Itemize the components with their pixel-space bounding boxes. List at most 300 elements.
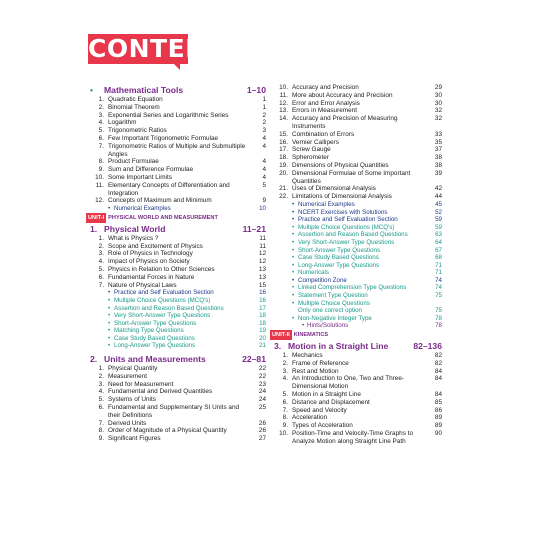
entry-number: 10. xyxy=(279,430,288,438)
entry-title: Few Important Trigonometric Formulae xyxy=(108,134,219,142)
entry-number: 13. xyxy=(279,107,288,115)
chapter-number: 2. xyxy=(90,354,98,365)
bullet-icon: • xyxy=(108,334,111,342)
entry-page: 4 xyxy=(262,166,266,174)
subentry-title: Multiple Choice Questions (MCQ's) xyxy=(114,296,211,304)
toc-entry[interactable] xyxy=(270,154,442,162)
unit-title: KINEMATICS xyxy=(293,332,329,339)
entry-title: Exponential Series and Logarithmic Series xyxy=(108,111,229,119)
entry-page: 90 xyxy=(434,430,442,438)
entry-number: 6. xyxy=(98,134,104,142)
subentry-title: Competition Zone xyxy=(298,276,347,284)
entry-title: Fundamental Forces in Nature xyxy=(108,273,195,281)
subentry-page: 78 xyxy=(435,314,442,322)
entry-number: 8. xyxy=(98,158,104,166)
toc-entry[interactable] xyxy=(270,430,442,446)
bullet-icon: • xyxy=(292,231,295,239)
subentry-title: Case Study Based Questions xyxy=(298,254,379,262)
toc-subentry[interactable] xyxy=(270,209,442,217)
subentry-title: NCERT Exercises with Solutions xyxy=(298,208,388,216)
entry-title: Dimensional Formulae of Some Important Quantities xyxy=(292,169,411,185)
toc-right-column xyxy=(270,84,442,446)
entry-number: 2. xyxy=(282,359,288,367)
subentry-title: Non-Negative Integer Type xyxy=(298,314,372,322)
entry-page: 27 xyxy=(258,435,266,443)
entry-number: 2. xyxy=(98,103,104,111)
bullet-icon: • xyxy=(292,292,295,300)
toc-entry[interactable] xyxy=(86,250,266,258)
entry-title: Physics in Relation to Other Sciences xyxy=(108,265,215,273)
entry-number: 1. xyxy=(282,352,288,360)
page-title: CONTENTS xyxy=(88,34,243,63)
contents-banner xyxy=(88,34,243,70)
entry-number: 3. xyxy=(282,367,288,375)
toc-entry[interactable] xyxy=(86,174,266,182)
entry-number: 5. xyxy=(98,265,104,273)
chapter-pages: 82–136 xyxy=(413,341,442,352)
bullet-icon: • xyxy=(108,296,111,304)
entry-title: Mechanics xyxy=(292,352,323,360)
entry-title: More about Accuracy and Precision xyxy=(292,91,393,99)
toc-entry[interactable] xyxy=(270,391,442,399)
entry-page: 84 xyxy=(434,375,442,383)
bullet-icon: • xyxy=(108,312,111,320)
bullet-icon: • xyxy=(292,314,295,322)
entry-number: 10. xyxy=(95,173,104,181)
entry-page: 1 xyxy=(262,103,266,111)
chapter-heading[interactable] xyxy=(270,340,442,352)
toc-entry[interactable] xyxy=(86,127,266,135)
entry-page: 82 xyxy=(434,359,442,367)
bullet-icon: • xyxy=(292,238,295,246)
entry-title: Order of Magnitude of a Physical Quantity xyxy=(108,427,227,435)
entry-number: 7. xyxy=(98,281,104,289)
entry-title: Accuracy and Precision of Measuring Instruments xyxy=(292,115,398,130)
subentry-page: 45 xyxy=(435,200,442,208)
toc-entry[interactable] xyxy=(270,360,442,368)
entry-page: 38 xyxy=(434,154,442,162)
toc-entry[interactable] xyxy=(86,197,266,205)
toc-subentry[interactable] xyxy=(270,292,442,300)
toc-subentry[interactable] xyxy=(86,297,266,305)
entry-page: 13 xyxy=(258,265,266,273)
entry-number: 11. xyxy=(95,181,104,189)
toc-subentry[interactable] xyxy=(86,289,266,297)
entry-number: 5. xyxy=(282,391,288,399)
entry-title: Position-Time and Velocity-Time Graphs to Analyze Motion along Straight Line Path xyxy=(292,430,413,445)
entry-title: Combination of Errors xyxy=(292,130,355,138)
toc-subentry[interactable] xyxy=(270,277,442,285)
entry-title: Rest and Motion xyxy=(292,367,339,375)
entry-title: Derived Units xyxy=(108,419,147,427)
entry-title: Spherometer xyxy=(292,154,329,162)
entry-title: Fundamental and Derived Quantities xyxy=(108,388,213,396)
bullet-icon: • xyxy=(108,304,111,312)
entry-number: 7. xyxy=(98,419,104,427)
toc-subentry[interactable] xyxy=(270,300,442,308)
entry-number: 9. xyxy=(282,422,288,430)
entry-number: 12. xyxy=(95,197,104,205)
entry-page: 22 xyxy=(258,372,266,380)
toc-entry[interactable] xyxy=(86,282,266,290)
entry-page: 9 xyxy=(262,197,266,205)
entry-number: 1. xyxy=(98,234,104,242)
toc-entry[interactable] xyxy=(270,139,442,147)
entry-title: Nature of Physical Laws xyxy=(108,281,177,289)
toc-entry[interactable] xyxy=(270,100,442,108)
subentry-title: Assertion and Reason Based Questions xyxy=(298,231,408,239)
entry-title: Errors in Measurement xyxy=(292,107,357,115)
entry-page: 39 xyxy=(434,169,442,177)
entry-page: 11 xyxy=(259,234,266,242)
subentry-title: Case Study Based Questions xyxy=(114,334,195,342)
toc-entry[interactable] xyxy=(270,407,442,415)
bullet-icon: • xyxy=(108,342,111,350)
chapter-title: Motion in a Straight Line xyxy=(288,341,389,352)
entry-number: 4. xyxy=(98,258,104,266)
unit-heading xyxy=(270,330,442,340)
toc-subentry[interactable] xyxy=(270,322,442,330)
subentry-page: 18 xyxy=(259,312,266,320)
entry-title: Some Important Limits xyxy=(108,173,172,181)
toc-entry[interactable] xyxy=(86,266,266,274)
entry-page: 4 xyxy=(262,158,266,166)
entry-title: Speed and Velocity xyxy=(292,406,347,414)
subentry-page: 10 xyxy=(259,205,266,213)
chapter-number: • xyxy=(90,85,94,95)
bullet-icon: • xyxy=(108,205,111,213)
subentry-title: Statement Type Question xyxy=(298,292,368,300)
bullet-icon: • xyxy=(292,299,295,307)
toc-subentry[interactable] xyxy=(270,224,442,232)
entry-number: 19. xyxy=(279,161,288,169)
entry-page: 13 xyxy=(258,273,266,281)
chapter-heading[interactable] xyxy=(86,84,266,96)
toc-entry[interactable] xyxy=(270,84,442,92)
bullet-icon: • xyxy=(292,284,295,292)
subentry-page: 17 xyxy=(259,304,266,312)
entry-page: 29 xyxy=(434,84,442,91)
toc-entry[interactable] xyxy=(270,375,442,391)
entry-page: 86 xyxy=(434,406,442,414)
entry-page: 84 xyxy=(434,367,442,375)
toc-entry[interactable] xyxy=(86,243,266,251)
entry-number: 1. xyxy=(98,365,104,373)
entry-page: 2 xyxy=(262,119,266,127)
subentry-page: 67 xyxy=(435,246,442,254)
toc-subentry[interactable] xyxy=(270,307,442,315)
toc-entry[interactable] xyxy=(270,92,442,100)
subentry-page: 71 xyxy=(435,269,442,277)
entry-number: 3. xyxy=(98,380,104,388)
subentry-title: Long-Answer Type Questions xyxy=(298,261,380,269)
entry-title: Fundamental and Supplementary SI Units and their Definitions xyxy=(108,404,240,419)
toc-entry[interactable] xyxy=(86,104,266,112)
bullet-icon: • xyxy=(292,208,295,216)
subentry-page: 63 xyxy=(435,231,442,239)
entry-number: 6. xyxy=(98,273,104,281)
entry-page: 25 xyxy=(258,404,266,412)
toc-subentry[interactable] xyxy=(86,320,266,328)
subentry-page: 20 xyxy=(259,334,266,342)
entry-page: 30 xyxy=(434,91,442,99)
bullet-icon: • xyxy=(108,327,111,335)
subentry-title: Linked Comprehension Type Questions xyxy=(298,284,407,292)
toc-entry[interactable] xyxy=(86,396,266,404)
entry-title: Concepts of Maximum and Minimum xyxy=(108,197,212,205)
entry-title: Need for Measurement xyxy=(108,380,174,388)
subentry-title: Numerical Examples xyxy=(114,205,171,213)
entry-page: 12 xyxy=(258,258,266,266)
subentry-page: 19 xyxy=(259,327,266,335)
entry-number: 5. xyxy=(98,396,104,404)
entry-title: Role of Physics in Technology xyxy=(108,250,193,258)
entry-page: 89 xyxy=(434,414,442,422)
chapter-number: 3. xyxy=(274,341,282,352)
toc-entry[interactable] xyxy=(86,166,266,174)
toc-entry[interactable] xyxy=(86,420,266,428)
bullet-icon: • xyxy=(292,276,295,284)
subentry-title: Multiple Choice Questions xyxy=(298,299,370,307)
chapter-pages: 22–81 xyxy=(242,354,266,365)
bullet-icon: • xyxy=(292,261,295,269)
entry-number: 2. xyxy=(98,372,104,380)
entry-page: 26 xyxy=(258,427,266,435)
toc-entry[interactable] xyxy=(270,193,442,201)
subentry-title: Short-Answer Type Questions xyxy=(114,319,197,327)
entry-number: 16. xyxy=(279,138,288,146)
entry-number: 7. xyxy=(282,406,288,414)
entry-title: Accuracy and Precision xyxy=(292,84,359,91)
entry-number: 4. xyxy=(98,119,104,127)
toc-entry[interactable] xyxy=(86,404,266,420)
subentry-title: Only one correct option xyxy=(298,307,362,315)
toc-entry[interactable] xyxy=(270,115,442,131)
chapter-heading[interactable] xyxy=(86,223,266,235)
subentry-page: 75 xyxy=(435,307,442,315)
toc-entry[interactable] xyxy=(86,258,266,266)
subentry-page: 64 xyxy=(435,238,442,246)
chapter-pages: 1–10 xyxy=(246,85,266,95)
toc-entry[interactable] xyxy=(86,119,266,127)
entry-title: Trigonometric Ratios xyxy=(108,127,167,135)
toc-subentry[interactable] xyxy=(270,239,442,247)
chapter-title: Mathematical Tools xyxy=(104,85,184,95)
subentry-page: 18 xyxy=(259,319,266,327)
subentry-page: 75 xyxy=(435,292,442,300)
entry-page: 38 xyxy=(434,161,442,169)
toc-entry[interactable] xyxy=(270,146,442,154)
entry-title: Physical Quantity xyxy=(108,365,158,373)
toc-subentry[interactable] xyxy=(270,231,442,239)
subentry-page: 78 xyxy=(435,322,442,330)
entry-number: 6. xyxy=(98,404,104,412)
entry-title: Significant Figures xyxy=(108,435,161,443)
toc-entry[interactable] xyxy=(270,414,442,422)
entry-title: Trigonometric Ratios of Multiple and Submultiple Angles xyxy=(108,142,246,158)
toc-subentry[interactable] xyxy=(86,305,266,313)
toc-subentry[interactable] xyxy=(86,342,266,350)
entry-number: 7. xyxy=(98,142,104,150)
toc-entry[interactable] xyxy=(86,112,266,120)
subentry-page: 74 xyxy=(435,284,442,292)
toc-entry[interactable] xyxy=(270,107,442,115)
toc-subentry[interactable] xyxy=(86,327,266,335)
bullet-icon: • xyxy=(302,322,305,330)
toc-entry[interactable] xyxy=(270,162,442,170)
toc-entry[interactable] xyxy=(86,158,266,166)
bullet-icon: • xyxy=(292,216,295,224)
subentry-title: Very Short-Answer Type Questions xyxy=(114,312,211,320)
toc-entry[interactable] xyxy=(86,427,266,435)
entry-number: 3. xyxy=(98,250,104,258)
subentry-page: 74 xyxy=(435,276,442,284)
toc-entry[interactable] xyxy=(270,170,442,186)
entry-number: 4. xyxy=(98,388,104,396)
toc-subentry[interactable] xyxy=(270,201,442,209)
toc-entry[interactable] xyxy=(86,381,266,389)
entry-number: 3. xyxy=(98,111,104,119)
toc-entry[interactable] xyxy=(270,185,442,193)
subentry-title: Long-Answer Type Questions xyxy=(114,342,196,350)
entry-page: 5 xyxy=(262,181,266,189)
chapter-number: 1. xyxy=(90,223,98,234)
subentry-title: Very Short-Answer Type Questions xyxy=(298,238,395,246)
entry-page: 22 xyxy=(258,365,266,373)
entry-page: 30 xyxy=(434,99,442,107)
entry-number: 10. xyxy=(279,84,288,91)
entry-title: Elementary Concepts of Differentiation and Integration xyxy=(108,181,230,197)
entry-page: 85 xyxy=(434,398,442,406)
entry-title: Scope and Excitement of Physics xyxy=(108,242,203,250)
toc-subentry[interactable] xyxy=(86,312,266,320)
unit-title: PHYSICAL WORLD AND MEASUREMENT xyxy=(108,214,218,221)
entry-number: 4. xyxy=(282,375,288,383)
bullet-icon: • xyxy=(292,223,295,231)
entry-number: 11. xyxy=(279,91,288,99)
entry-number: 15. xyxy=(279,130,288,138)
subentry-title: Numerical Examples xyxy=(298,200,355,208)
entry-page: 82 xyxy=(434,352,442,360)
subentry-title: Numericals xyxy=(298,269,329,277)
chapter-heading[interactable] xyxy=(86,353,266,365)
entry-title: Measurement xyxy=(108,372,148,380)
entry-number: 20. xyxy=(279,169,288,177)
entry-page: 3 xyxy=(262,127,266,135)
toc-entry[interactable] xyxy=(86,96,266,104)
subentry-page: 16 xyxy=(259,296,266,304)
toc-entry[interactable] xyxy=(86,373,266,381)
entry-page: 24 xyxy=(258,396,266,404)
toc-subentry[interactable] xyxy=(270,254,442,262)
entry-number: 9. xyxy=(98,166,104,174)
subentry-title: Matching Type Questions xyxy=(114,327,184,335)
entry-title: An Introduction to One, Two and Three-Dimensional Motion xyxy=(292,375,405,391)
toc-subentry[interactable] xyxy=(86,205,266,213)
entry-page: 44 xyxy=(434,193,442,201)
entry-number: 8. xyxy=(98,427,104,435)
toc-entry[interactable] xyxy=(86,143,266,159)
entry-title: Sum and Difference Formulae xyxy=(108,166,194,174)
subentry-title: Practice and Self Evaluation Section xyxy=(114,289,214,297)
bullet-icon: • xyxy=(292,269,295,277)
entry-title: Systems of Units xyxy=(108,396,156,404)
toc-entry[interactable] xyxy=(86,274,266,282)
entry-page: 32 xyxy=(434,115,442,123)
entry-number: 18. xyxy=(279,154,288,162)
toc-entry[interactable] xyxy=(270,368,442,376)
entry-title: Distance and Displacement xyxy=(292,398,370,406)
toc-entry[interactable] xyxy=(86,388,266,396)
subentry-page: 59 xyxy=(435,223,442,231)
entry-page: 4 xyxy=(262,173,266,181)
entry-number: 5. xyxy=(98,127,104,135)
entry-page: 84 xyxy=(434,391,442,399)
entry-page: 2 xyxy=(262,111,266,119)
toc-left-column xyxy=(86,84,266,443)
toc-entry[interactable] xyxy=(86,365,266,373)
toc-subentry[interactable] xyxy=(270,269,442,277)
bullet-icon: • xyxy=(292,200,295,208)
chapter-pages: 11–21 xyxy=(242,223,266,234)
entry-title: Quadratic Equation xyxy=(108,96,163,103)
entry-title: Limitations of Dimensional Analysis xyxy=(292,193,392,201)
toc-subentry[interactable] xyxy=(270,247,442,255)
toc-entry[interactable] xyxy=(86,182,266,198)
entry-number: 21. xyxy=(279,185,288,193)
unit-heading xyxy=(86,213,266,223)
toc-entry[interactable] xyxy=(270,131,442,139)
subentry-title: Practice and Self Evaluation Section xyxy=(298,216,398,224)
entry-page: 32 xyxy=(434,107,442,115)
entry-page: 89 xyxy=(434,422,442,430)
toc-entry[interactable] xyxy=(86,435,266,443)
entry-page: 4 xyxy=(262,134,266,142)
subentry-title: Assertion and Reason Based Questions xyxy=(114,304,224,312)
entry-title: Screw Gauge xyxy=(292,146,331,154)
toc-subentry[interactable] xyxy=(86,335,266,343)
entry-title: Vernier Callipers xyxy=(292,138,339,146)
toc-subentry[interactable] xyxy=(270,216,442,224)
toc-entry[interactable] xyxy=(270,399,442,407)
banner-tail xyxy=(172,62,180,70)
toc-subentry[interactable] xyxy=(270,315,442,323)
toc-entry[interactable] xyxy=(86,235,266,243)
entry-page: 4 xyxy=(262,142,266,150)
bullet-icon: • xyxy=(292,254,295,262)
toc-subentry[interactable] xyxy=(270,262,442,270)
entry-title: Types of Acceleration xyxy=(292,422,353,430)
subentry-page: 52 xyxy=(435,208,442,216)
entry-title: Error and Error Analysis xyxy=(292,99,360,107)
toc-subentry[interactable] xyxy=(270,284,442,292)
entry-page: 37 xyxy=(434,146,442,154)
entry-title: Binomial Theorem xyxy=(108,103,160,111)
unit-tag: UNIT-I xyxy=(88,214,105,221)
entry-page: 1 xyxy=(262,96,266,103)
toc-entry[interactable] xyxy=(270,352,442,360)
entry-number: 8. xyxy=(282,414,288,422)
entry-page: 11 xyxy=(259,242,266,250)
toc-entry[interactable] xyxy=(270,422,442,430)
toc-entry[interactable] xyxy=(86,135,266,143)
bullet-icon: • xyxy=(292,246,295,254)
entry-title: Acceleration xyxy=(292,414,328,422)
entry-number: 14. xyxy=(279,115,288,123)
entry-title: Motion in a Straight Line xyxy=(292,391,361,399)
entry-number: 6. xyxy=(282,398,288,406)
entry-page: 15 xyxy=(258,281,266,289)
